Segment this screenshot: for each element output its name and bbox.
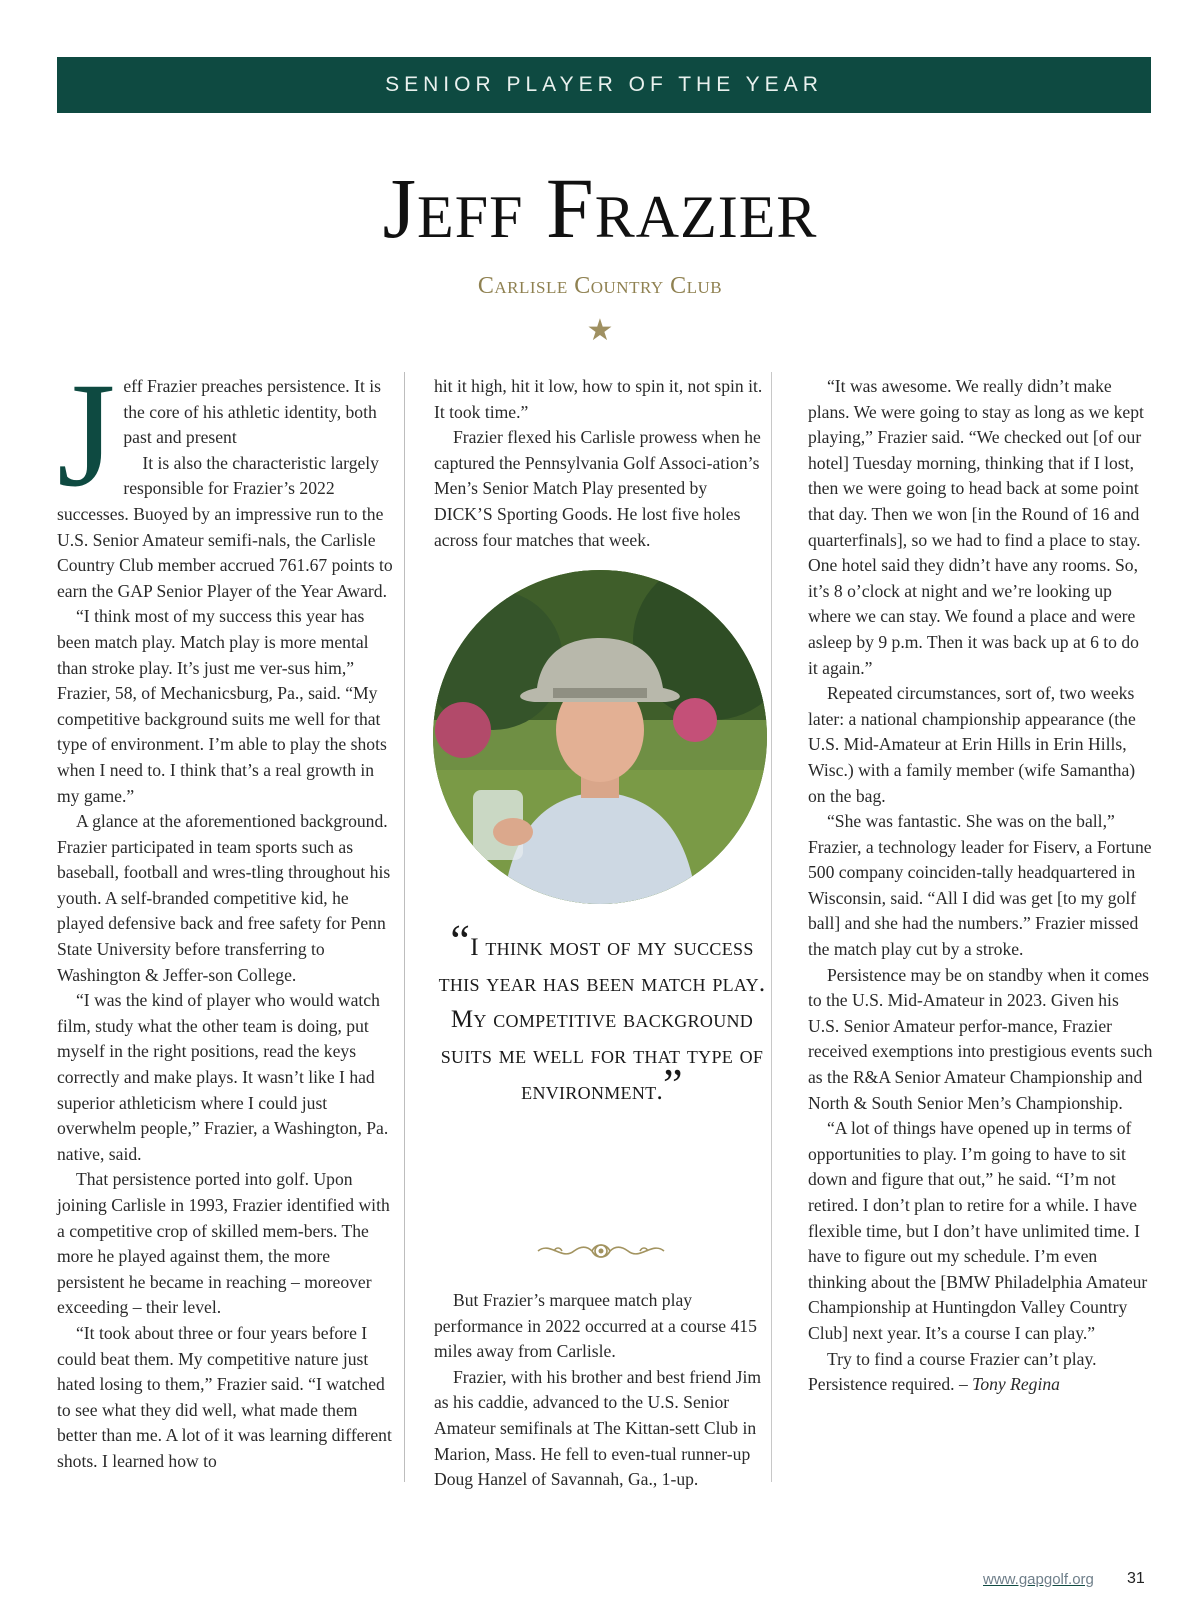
paragraph: “She was fantastic. She was on the ball,” Frazier, a technology leader for Fiserv, a Fortune 500 company coinciden-tally headquartered in Wisconsin, said. “All I did was get [to my golf ball] and she had the numbers.” Frazier missed the match play cut by a stroke. — [808, 811, 1152, 960]
paragraph: Frazier flexed his Carlisle prowess when he captured the Pennsylvania Golf Associ-ation’s Men’s Senior Match Play presented by DICK’S Sporting Goods. He lost five holes across four matches that week. — [434, 427, 761, 550]
star-icon: ★ — [586, 314, 614, 347]
flourish-ornament-icon — [534, 1237, 668, 1265]
pull-quote-text: I think most of my success this year has been match play. My competitive background suits me well for that type of environment. — [438, 934, 766, 1105]
paragraph: “I think most of my success this year has been match play. Match play is more mental than stroke play. It’s just me ver-sus him,” Frazier, 58, of Mechanicsburg, Pa., said. “My competitive background suits me well for that type of environment. I’m able to play the shots when I need to. I think that’s a real growth in my game.” — [57, 606, 387, 806]
paragraph: Repeated circumstances, sort of, two weeks later: a national championship appearance (the U.S. Mid-Amateur at Erin Hills in Erin Hills, Wisc.) with a family member (wife Samantha) on the bag. — [808, 683, 1136, 806]
article-column-3 — [808, 374, 1153, 1398]
paragraph — [808, 1347, 1153, 1398]
open-quote-mark: “ — [450, 916, 471, 965]
club-name: Carlisle Country Club — [477, 273, 723, 299]
column-divider — [404, 372, 405, 1482]
article-title: Jeff Frazier — [382, 160, 818, 256]
paragraph: “It was awesome. We really didn’t make plans. We were going to stay as long as we kept playing,” Frazier said. “We checked out [of our hotel] Tuesday morning, thinking that if I lost, then we were going to head back at some point that day. Then we won [in the Round of 16 and quarterfinals], so we had to find a place to stay. One hotel said they didn’t have any rooms. So, it’s 8 o’clock at night and we’re looking up where we can stay. We found a place and were asleep by 9 p.m. Then it was back up at 6 to do it again.” — [808, 376, 1144, 678]
drop-cap: J — [57, 352, 116, 518]
pull-quote — [434, 916, 770, 1110]
closing-text: Try to find a course Frazier can’t play. Persistence required. – — [808, 1348, 1097, 1395]
paragraph: A glance at the aforementioned background. Frazier participated in team sports such as baseball, football and wres-tling throughout his youth. A self-branded competitive kid, he played defensive back and free safety for Penn State University before transferring to Washington & Jeffer-son College. — [57, 811, 391, 985]
article-column-1 — [57, 352, 397, 1475]
paragraph: hit it high, hit it low, how to spin it, not spin it. It took time.” — [434, 376, 763, 422]
paragraph: But Frazier’s marquee match play performance in 2022 occurred at a course 415 miles away from Carlisle. — [434, 1290, 757, 1362]
paragraph: “I was the kind of player who would watch film, study what the other team is doing, put myself in the right positions, read the keys correctly and make plays. It wasn’t like I had superior athleticism where I could just overwhelm people,” Frazier, a Washington, Pa. native, said. — [57, 990, 389, 1164]
paragraph: That persistence ported into golf. Upon joining Carlisle in 1993, Frazier identified with a competitive crop of skilled mem-bers. The more he played against them, the more persistent he became in reaching – moreover exceeding – their level. — [57, 1169, 390, 1318]
player-photo — [433, 570, 767, 904]
article-column-2-top — [434, 374, 770, 553]
close-quote-mark: ” — [663, 1060, 683, 1109]
column-divider — [771, 372, 772, 1482]
section-title: SENIOR PLAYER OF THE YEAR — [385, 73, 823, 96]
paragraph: eff Frazier preaches persistence. It is the core of his athletic identity, both past and present — [123, 376, 381, 448]
paragraph: It is also the characteristic largely responsible for Frazier’s 2022 successes. Buoyed by an impressive run to the U.S. Senior Amateur semifi-nals, the Carlisle Country Club member accrued 761.67 points to earn the GAP Senior Player of the Year Award. — [57, 452, 393, 601]
paragraph: Frazier, with his brother and best friend Jim as his caddie, advanced to the U.S. Senior Amateur semifinals at The Kittan-sett Club in Marion, Mass. He fell to even-tual runner-up Doug Hanzel of Savannah, Ga., 1-up. — [434, 1366, 762, 1490]
article-column-2-bottom — [434, 1288, 770, 1493]
website-link[interactable]: www.gapgolf.org — [983, 1571, 1094, 1588]
paragraph: Persistence may be on standby when it comes to the U.S. Mid-Amateur in 2023. Given his U.S. Senior Amateur perfor-mance, Frazier received exemptions into prestigious events such as the R&A Senior Amateur Championship and North & South Senior Men’s Championship. — [808, 964, 1153, 1113]
byline: Tony Regina — [972, 1374, 1060, 1395]
paragraph: “A lot of things have opened up in terms of opportunities to play. I’m going to have to sit down and figure that out,” he said. “I’m not retired. I don’t plan to retire for a while. I have flexible time, but I don’t have unlimited time. I have to figure out my schedule. I’m even thinking about the [BMW Philadelphia Amateur Championship at Huntingdon Valley Country Club] next year. It’s a course I can play.” — [808, 1118, 1148, 1343]
page-number: 31 — [1127, 1570, 1145, 1587]
section-banner — [57, 57, 1151, 113]
paragraph: “It took about three or four years before I could beat them. My competitive nature just hated losing to them,” Frazier said. “I watched to see what they did well, what made them better than me. A lot of it was learning different shots. I learned how to — [57, 1322, 392, 1471]
